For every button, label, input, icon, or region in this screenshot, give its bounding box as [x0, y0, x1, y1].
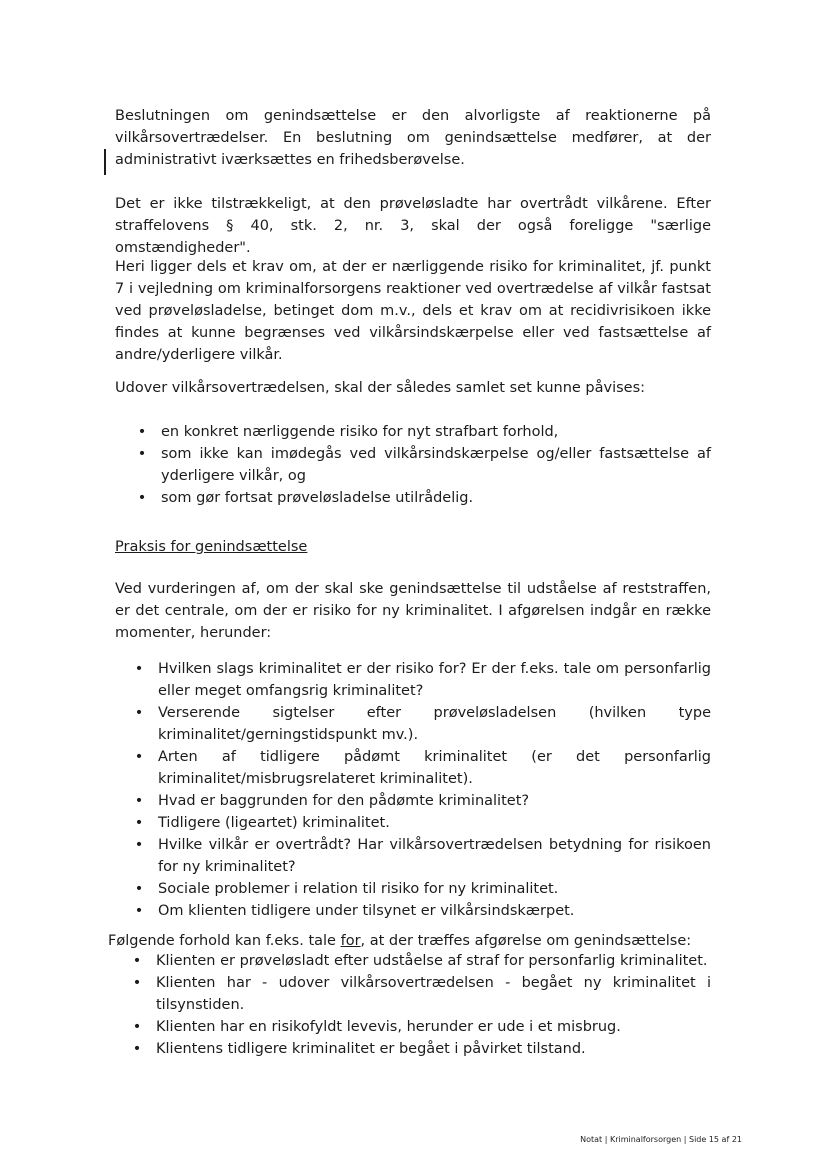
bullet-icon: • — [134, 749, 144, 765]
factors-list — [134, 658, 711, 922]
section-heading: Praksis for genindsættelse — [115, 539, 308, 555]
list-item: • som gør fortsat prøveløsladelse utilrådelig. — [161, 487, 711, 509]
list-item: • Klientens tidligere kriminalitet er begået i påvirket tilstand. — [156, 1038, 711, 1060]
list-item: • Klienten er prøveløsladt efter udståelse af straf for personfarlig kriminalitet. — [156, 950, 711, 972]
list-item: • Om klienten tidligere under tilsynet er vilkårsindskærpet. — [158, 900, 711, 922]
list-item: • som ikke kan imødegås ved vilkårsindskærpelse og/eller fastsættelse af yderligere vilkår, og — [161, 443, 711, 487]
list-item: • en konkret nærliggende risiko for nyt strafbart forhold, — [161, 421, 711, 443]
list-item: • Arten af tidligere pådømt kriminalitet (er det personfarlig kriminalitet/misbrugsrelateret kriminalitet). — [158, 746, 711, 790]
paragraph-for-factors: Følgende forhold kan f.eks. tale for, at der træffes afgørelse om genindsættelse: — [108, 933, 692, 949]
paragraph-risk: Heri ligger dels et krav om, at der er nærliggende risiko for kriminalitet, jf. punkt 7 i vejledning om kriminalforsorgens reaktioner ved overtrædelse af vilkår fastsat ved prøveløsladelse, betinget dom m.v., dels et krav om at recidivrisikoen ikke findes at kunne begrænses ved vilkårsindskærpelse eller ved fastsættelse af andre/yderligere vilkår. — [115, 259, 711, 363]
bullet-icon: • — [132, 975, 142, 991]
bullet-icon: • — [134, 661, 144, 677]
list-item: • Sociale problemer i relation til risiko for ny kriminalitet. — [158, 878, 711, 900]
paragraph-proof: Udover vilkårsovertrædelsen, skal der således samlet set kunne påvises: — [115, 380, 646, 396]
list-item: • Hvilken slags kriminalitet er der risiko for? Er der f.eks. tale om personfarlig eller meget omfangsrig kriminalitet? — [158, 658, 711, 702]
conditions-list — [137, 421, 711, 509]
paragraph-assessment: Ved vurderingen af, om der skal ske genindsættelse til udståelse af reststraffen, er det centrale, om der er risiko for ny kriminalitet. I afgørelsen indgår en række momenter, herunder: — [115, 581, 711, 641]
paragraph-reactions: Beslutningen om genindsættelse er den alvorligste af reaktionerne på vilkårsovertrædelser. En beslutning om genindsættelse medfører, at der administrativt iværksættes en frihedsberøvelse. — [115, 108, 711, 168]
bullet-icon: • — [134, 881, 144, 897]
bullet-icon: • — [134, 903, 144, 919]
bullet-icon: • — [134, 837, 144, 853]
bullet-icon: • — [134, 815, 144, 831]
bullet-icon: • — [137, 446, 147, 462]
bullet-icon: • — [137, 490, 147, 506]
list-item: • Hvilke vilkår er overtrådt? Har vilkårsovertrædelsen betydning for risikoen for ny kriminalitet? — [158, 834, 711, 878]
revision-bar — [104, 149, 106, 175]
bullet-icon: • — [134, 793, 144, 809]
bullet-icon: • — [132, 1019, 142, 1035]
bullet-icon: • — [134, 705, 144, 721]
paragraph-requirements: Det er ikke tilstrækkeligt, at den prøveløsladte har overtrådt vilkårene. Efter straffelovens § 40, stk. 2, nr. 3, skal der også foreligge "særlige omstændigheder". — [115, 196, 711, 256]
list-item: • Verserende sigtelser efter prøveløsladelsen (hvilken type kriminalitet/gerningstidspunkt mv.). — [158, 702, 711, 746]
list-item: • Klienten har - udover vilkårsovertrædelsen - begået ny kriminalitet i tilsynstiden. — [156, 972, 711, 1016]
list-item: • Hvad er baggrunden for den pådømte kriminalitet? — [158, 790, 711, 812]
bullet-icon: • — [132, 953, 142, 969]
bullet-icon: • — [132, 1041, 142, 1057]
bullet-icon: • — [137, 424, 147, 440]
list-item: • Klienten har en risikofyldt levevis, herunder er ude i et misbrug. — [156, 1016, 711, 1038]
list-item: • Tidligere (ligeartet) kriminalitet. — [158, 812, 711, 834]
emphasis-for: for — [340, 933, 361, 949]
for-factors-list — [132, 950, 711, 1060]
page-footer: Notat | Kriminalforsorgen | Side 15 af 21 — [580, 1135, 742, 1144]
